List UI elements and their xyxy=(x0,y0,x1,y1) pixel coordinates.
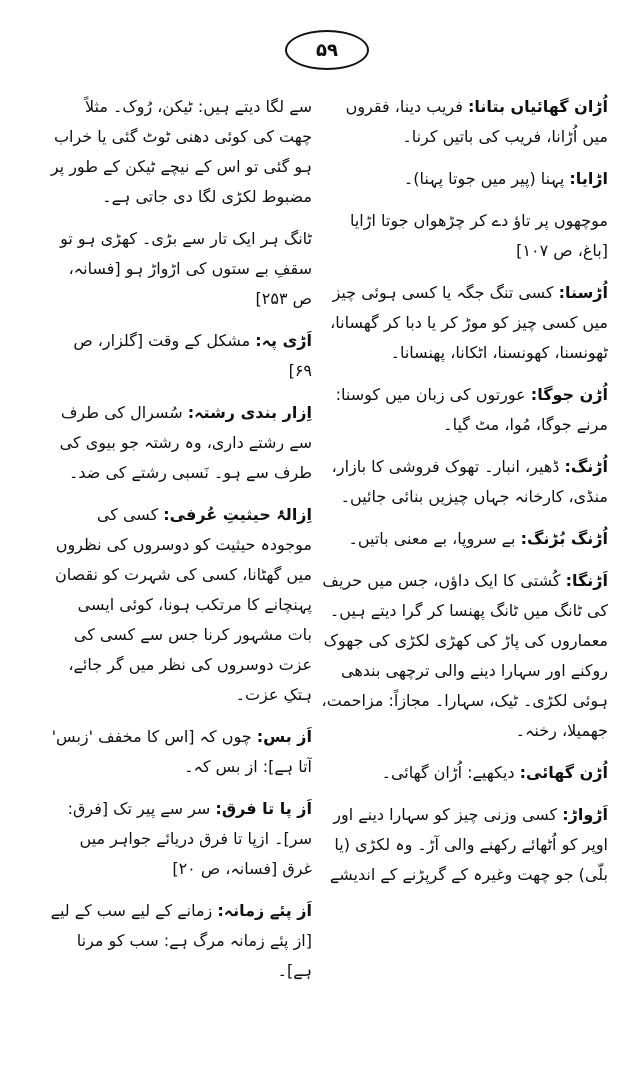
entry-headword: اُڑسنا: xyxy=(558,283,608,302)
entry-definition: کُشتی کا ایک داؤں، جس میں حریف کی ٹانگ میں ٹانگ پھنسا کر گرا دیتے ہیں۔ معماروں کی پاڑ کی کھڑی لکڑی کی جھوک روکنے اور سہارا دینے والی ترچھی بندھی ہوئی لکڑی۔ ٹیک، سہارا۔ مجازاً: مزاحمت، جھمیلا، رخنہ۔ xyxy=(321,571,608,740)
dictionary-entry xyxy=(320,380,608,440)
dictionary-entry xyxy=(320,92,608,152)
entry-definition: فریب دینا، فقروں میں اُڑانا، فریب کی باتیں کرنا۔ xyxy=(345,97,608,146)
entry-definition: کسی تنگ جگہ یا کسی ہوئی چیز میں کسی چیز کو موڑ کر یا دبا کر گھسانا، ٹھونسنا، کھونسنا، اٹکانا، پھنسانا۔ xyxy=(330,283,608,362)
entry-headword: اَڑی پہ: xyxy=(255,331,312,350)
entry-headword: اڑایا: xyxy=(569,169,608,188)
dictionary-entry xyxy=(50,398,312,488)
right-column xyxy=(320,92,608,1067)
entry-definition: پہنا (پیر میں جوتا پہنا)۔ xyxy=(403,169,570,188)
dictionary-entry xyxy=(50,896,312,986)
dictionary-entry xyxy=(50,92,312,212)
entry-headword: اُڑنگ بُڑنگ: xyxy=(520,529,608,548)
entry-definition: عورتوں کی زبان میں کوسنا: مرنے جوگا، مُوا، مٹ گیا۔ xyxy=(335,385,608,434)
entry-definition: سر سے پیر تک [فرق: سر]۔ ازپا تا فرق دریائے جواہر میں غرق [فسانہ، ص ۲۰] xyxy=(67,799,312,878)
dictionary-entry xyxy=(320,800,608,890)
entry-definition: مشکل کے وقت [گلزار، ص ۶۹] xyxy=(73,331,312,380)
dictionary-entry xyxy=(320,524,608,554)
entry-headword: اُڑان گھائیاں بتانا: xyxy=(467,97,608,116)
entry-definition: بے سروپا، بے معنی باتیں۔ xyxy=(348,529,521,548)
dictionary-entry xyxy=(50,722,312,782)
entry-headword: اِزالۂ حیثیتِ عُرفی: xyxy=(163,505,312,524)
dictionary-entry xyxy=(320,278,608,368)
dictionary-entry xyxy=(50,326,312,386)
dictionary-entry xyxy=(320,164,608,194)
dictionary-entry xyxy=(320,206,608,266)
entry-headword: اَڑنگا: xyxy=(565,571,608,590)
entry-definition: ڈھیر، انبار۔ تھوک فروشی کا بازار، منڈی، کارخانہ جہاں چیزیں بنائی جائیں۔ xyxy=(331,457,608,506)
dictionary-entry xyxy=(320,758,608,788)
entry-headword: اَز پا تا فرق: xyxy=(215,799,312,818)
entry-headword: اَڑواڑ: xyxy=(562,805,608,824)
entry-headword: اَز بس: xyxy=(256,727,312,746)
page-number: ۵۹ xyxy=(285,30,369,70)
entry-definition: سے لگا دیتے ہیں: ٹیکن، رُوک۔ مثلاً چھت کی کوئی دھنی ٹوٹ گئی یا خراب ہو گئی تو اس کے نیچے ٹیکن کے طور پر مضبوط لکڑی لگا دی جاتی ہے۔ xyxy=(50,97,312,206)
entry-headword: اُڑن گھائی: xyxy=(519,763,608,782)
entry-quotation: ٹانگ ہر ایک تار سے بڑی۔ کھڑی ہو تو سقفِ بے ستوں کی اڑواڑ ہو [فسانہ، ص ۲۵۳] xyxy=(60,229,312,308)
entry-headword: اِزار بندی رشتہ: xyxy=(187,403,312,422)
dictionary-entry xyxy=(50,500,312,710)
dictionary-entry xyxy=(320,452,608,512)
dictionary-entry xyxy=(50,224,312,314)
entry-definition: زمانے کے لیے سب کے لیے [از پئے زمانہ مرگ ہے: سب کو مرنا ہے]۔ xyxy=(50,901,312,980)
entry-quotation: موچھوں پر تاؤ دے کر چڑھواں جوتا اڑایا [باغ، ص ۱۰۷] xyxy=(349,211,608,260)
entry-headword: اُڑن جوگا: xyxy=(530,385,608,404)
dictionary-entry xyxy=(320,566,608,746)
entry-definition: دیکھیے: اُڑان گھائی۔ xyxy=(381,763,520,782)
entry-definition: چوں کہ [اس کا مخفف 'زبس' آتا ہے]: از بس کہ۔ xyxy=(51,727,312,776)
entry-definition: کسی کی موجودہ حیثیت کو دوسروں کی نظروں میں گھٹانا، کسی کی شہرت کو نقصان پہنچانے کا مرتکب ہونا، کوئی ایسی بات مشہور کرنا جس سے کسی کی عزت دوسروں کی نظر میں گر جائے، ہتکِ عزت۔ xyxy=(54,505,312,704)
entry-headword: اَز پئے زمانہ: xyxy=(217,901,312,920)
entry-definition: سُسرال کی طرف سے رشتے داری، وہ رشتہ جو بیوی کی طرف سے ہو۔ نَسبی رشتے کی ضد۔ xyxy=(59,403,312,482)
entry-headword: اُڑنگ: xyxy=(564,457,608,476)
entry-definition: کسی وزنی چیز کو سہارا دینے اور اوپر کو اُٹھائے رکھنے والی آڑ۔ وہ لکڑی (یا بلّی) جو چھت وغیرہ کے گرپڑنے کے اندیشے xyxy=(329,805,608,884)
dictionary-entry xyxy=(50,794,312,884)
left-column xyxy=(50,92,312,997)
